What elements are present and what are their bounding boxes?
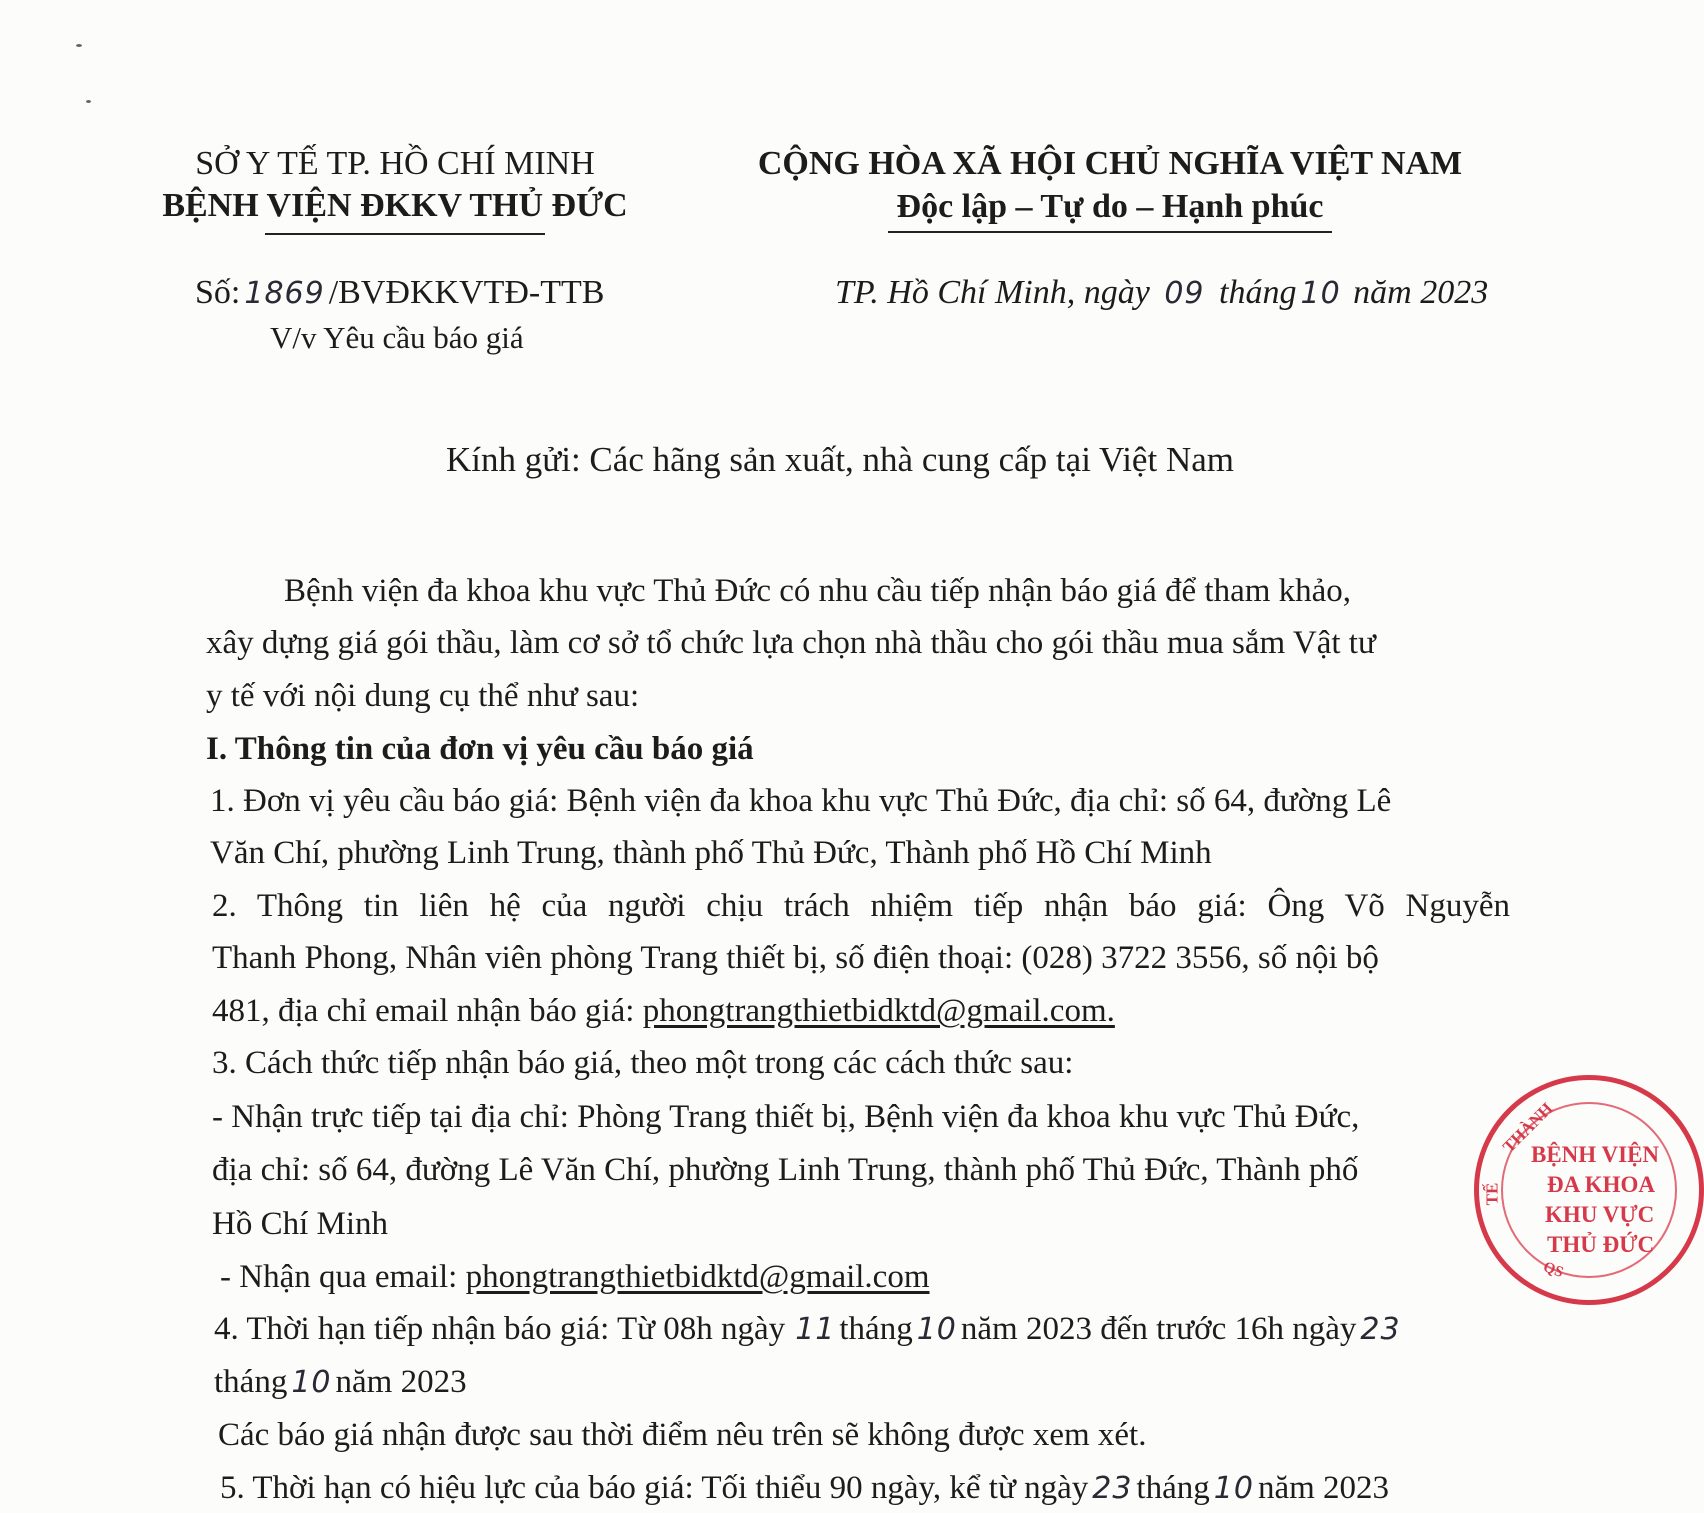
document-subject: V/v Yêu cầu báo giá — [270, 320, 524, 355]
validity-month-handwritten: 10 — [1213, 1471, 1254, 1506]
item-3-direct-line-2: địa chỉ: số 64, đường Lê Văn Chí, phường Linh Trung, thành phố Thủ Đức, Thành phố — [212, 1152, 1359, 1188]
hospital-name: BỆNH VIỆN ĐKKV THỦ ĐỨC — [162, 187, 628, 224]
email-link[interactable]: phongtrangthietbidktd@gmail.com. — [642, 993, 1115, 1029]
stamp-line-3: KHU VỰC — [1545, 1202, 1655, 1227]
date-day-handwritten: 09 — [1164, 276, 1205, 311]
stamp-line-2: ĐA KHOA — [1547, 1172, 1655, 1197]
deadline-month-handwritten: 10 — [916, 1312, 957, 1347]
scan-speck — [76, 44, 82, 47]
stamp-arc-left: TẾ — [1482, 1182, 1502, 1206]
item-1-line-2: Văn Chí, phường Linh Trung, thành phố Thủ Đức, Thành phố Hồ Chí Minh — [210, 835, 1212, 871]
date-month-label: tháng — [1219, 274, 1297, 311]
deadline-end-month-handwritten: 10 — [291, 1365, 332, 1400]
intro-line-3: y tế với nội dung cụ thể như sau: — [206, 678, 640, 714]
official-stamp — [1474, 1075, 1704, 1305]
deadline-text-2: tháng — [839, 1311, 913, 1347]
deadline-end-day-handwritten: 23 — [1360, 1312, 1401, 1347]
validity-text-1: 5. Thời hạn có hiệu lực của báo giá: Tối thiểu 90 ngày, kể từ ngày — [220, 1470, 1089, 1506]
item-3-email-line — [220, 1259, 930, 1296]
department-name: SỞ Y TẾ TP. HỒ CHÍ MINH — [195, 145, 595, 182]
email-method-link[interactable]: phongtrangthietbidktd@gmail.com — [465, 1259, 930, 1295]
stamp-arc-top: THÀNH — [1499, 1098, 1557, 1157]
late-note: Các báo giá nhận được sau thời điểm nêu trên sẽ không được xem xét. — [218, 1417, 1147, 1453]
intro-line-1: Bệnh viện đa khoa khu vực Thủ Đức có nhu cầu tiếp nhận báo giá để tham khảo, — [284, 573, 1352, 609]
item-4-line-1 — [214, 1311, 1401, 1348]
validity-text-3: năm 2023 — [1257, 1470, 1390, 1506]
email-method-label: - Nhận qua email: — [220, 1259, 458, 1295]
doc-number-prefix: Số: — [195, 274, 241, 311]
item-5-line — [220, 1470, 1389, 1507]
intro-line-2: xây dựng giá gói thầu, làm cơ sở tổ chức lựa chọn nhà thầu cho gói thầu mua sắm Vật tư — [206, 625, 1376, 661]
item-2-line-1: 2. Thông tin liên hệ của người chịu trách nhiệm tiếp nhận báo giá: Ông Võ Nguyễn — [212, 888, 1510, 924]
stamp-line-1: BỆNH VIỆN — [1531, 1142, 1660, 1167]
national-motto: Độc lập – Tự do – Hạnh phúc — [896, 188, 1324, 225]
stamp-line-4: THỦ ĐỨC — [1547, 1232, 1655, 1257]
validity-day-handwritten: 23 — [1092, 1471, 1133, 1506]
item-2-line-3 — [212, 993, 1115, 1030]
motto-underline — [888, 231, 1332, 233]
item-3-line-1: 3. Cách thức tiếp nhận báo giá, theo một trong các cách thức sau: — [212, 1045, 1074, 1081]
stamp-arc-bottom: QS — [1541, 1259, 1566, 1281]
item-3-direct-line-3: Hồ Chí Minh — [212, 1206, 389, 1242]
section-1-title: I. Thông tin của đơn vị yêu cầu báo giá — [206, 731, 754, 767]
item-3-direct-line-1: - Nhận trực tiếp tại địa chỉ: Phòng Trang thiết bị, Bệnh viện đa khoa khu vực Thủ Đức, — [212, 1099, 1360, 1135]
country-name: CỘNG HÒA XÃ HỘI CHỦ NGHĨA VIỆT NAM — [757, 145, 1463, 182]
hospital-name-underline — [265, 233, 545, 235]
deadline-text-5: năm 2023 — [335, 1364, 467, 1400]
scan-speck — [86, 100, 91, 103]
date-year: năm 2023 — [1353, 274, 1489, 311]
deadline-day-handwritten: 11 — [795, 1312, 836, 1347]
deadline-text-1: 4. Thời hạn tiếp nhận báo giá: Từ 08h ngày — [214, 1311, 786, 1347]
item-4-line-2 — [214, 1364, 467, 1401]
email-label: 481, địa chỉ email nhận báo giá: — [212, 993, 635, 1029]
doc-number-suffix: /BVĐKKVTĐ-TTB — [328, 274, 605, 311]
item-1-line-1: 1. Đơn vị yêu cầu báo giá: Bệnh viện đa khoa khu vực Thủ Đức, địa chỉ: số 64, đường Lê — [210, 783, 1392, 819]
recipient-line: Kính gửi: Các hãng sản xuất, nhà cung cấp tại Việt Nam — [446, 440, 1234, 479]
item-2-line-2: Thanh Phong, Nhân viên phòng Trang thiết bị, số điện thoại: (028) 3722 3556, số nội bộ — [212, 940, 1379, 976]
document-number — [195, 274, 604, 312]
date-month-handwritten: 10 — [1300, 276, 1341, 311]
date-place: TP. Hồ Chí Minh, ngày — [835, 274, 1150, 311]
deadline-text-3: năm 2023 đến trước 16h ngày — [960, 1311, 1357, 1347]
date-line — [835, 274, 1488, 312]
validity-text-2: tháng — [1136, 1470, 1210, 1506]
doc-number-handwritten: 1869 — [244, 276, 325, 311]
deadline-text-4: tháng — [214, 1364, 288, 1400]
